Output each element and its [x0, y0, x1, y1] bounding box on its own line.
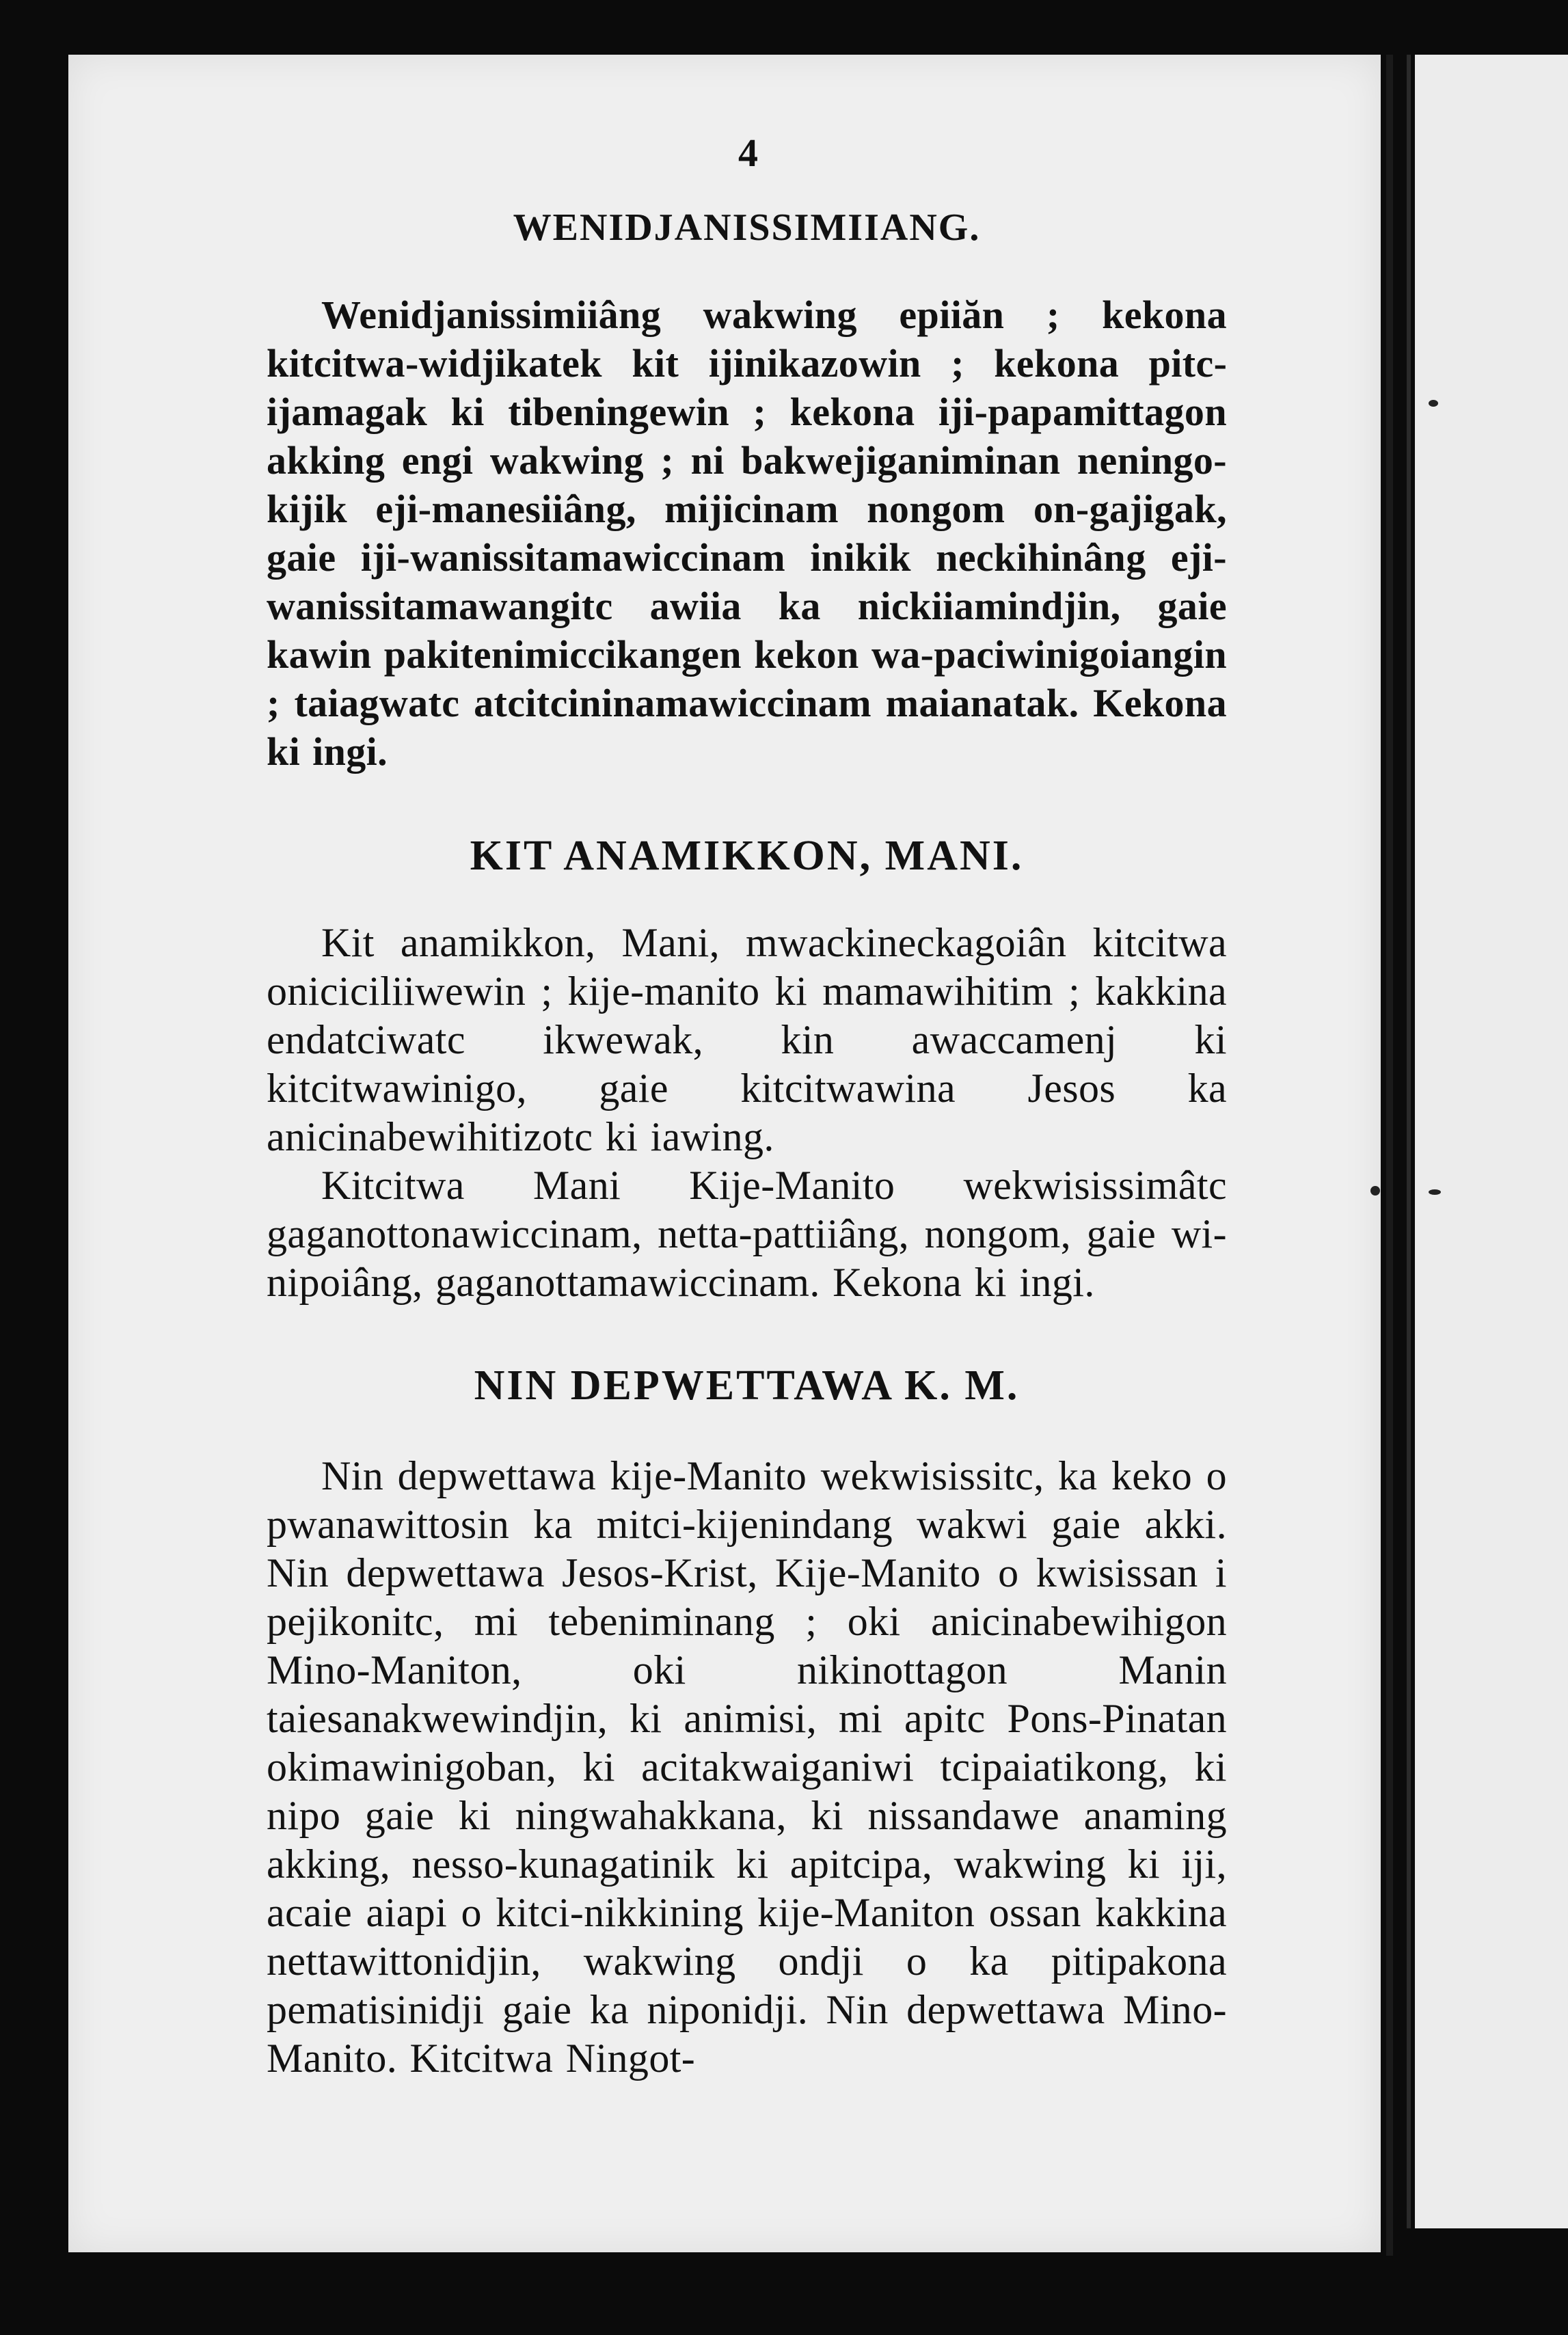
- section-paragraph: Kitcitwa Mani Kije-Manito wekwisissimâtc gaganottonawiccinam, netta-pattiiâng, nongom, gaie wi-nipoiâng, gaganottamawiccinam. Kekona ki ingi.: [267, 1162, 1227, 1305]
- section-heading: NIN DEPWETTAWA K. M.: [474, 1362, 1020, 1409]
- section-paragraph: Kit anamikkon, Mani, mwackineckagoiân kitcitwa oniciciliiwewin ; kije-manito ki mamawihitim ; kakkina endatciwatc ikwewak, kin awaccamenj ki kitcitwawinigo, gaie kitcitwawina Jesos ka anicinabewihitizotc ki iawing.: [267, 919, 1227, 1159]
- section-heading: WENIDJANISSIMIIANG.: [513, 206, 981, 249]
- section-paragraph: Wenidjanissimiiâng wakwing epiiăn ; kekona kitcitwa-widjikatek kit ijinikazowin ; kekona pitcijamagak ki tibeningewin ; kekona iji-papamittagon akking engi wakwing ; ni bakwejiganiminan neningo-kijik eji-manesiiâng, mijicinam nongom on-gajigak, gaie iji-wanissitamawiccinam inikik neckihinâng eji-wanissitamawangitc awiia ka nickiiamindjin, gaie kawin pakitenimiccikangen kekon wa-paciwinigoiangin ; taiagwatc atcitcininamawiccinam maianatak. Kekona ki ingi.: [267, 293, 1227, 774]
- ink-speck: [1429, 1189, 1441, 1195]
- ink-speck: [1429, 400, 1438, 407]
- section-paragraph: Nin depwettawa kije-Manito wekwisissitc, ka keko o pwanawittosin ka mitci-kijenindang wakwi gaie akki. Nin depwettawa Jesos-Krist, Kije-Manito o kwisissan i pejikonitc, mi tebeniminang ; oki anicinabewihigon Mino-Maniton, oki nikinottagon Manin taiesanakwewindjin, ki animisi, mi apitc Pons-Pinatan okimawinigoban, ki acitakwaiganiwi tcipaiatikong, ki nipo gaie ki ningwahakkana, ki nissandawe anaming akking, nesso-kunagatinik ki apitcipa, wakwing ki iji, acaie aiapi o kitci-nikkining kije-Maniton ossan kakkina nettawittonidjin, wakwing ondji o ka pitipakona pematisinidji gaie ka niponidji. Nin depwettawa Mino-Manito. Kitcitwa Ningot-: [267, 1453, 1227, 2081]
- page-number: 4: [738, 131, 758, 175]
- next-page-edge: [1415, 55, 1568, 2228]
- next-page-divider: [1407, 55, 1411, 2228]
- page-gutter: [1386, 55, 1393, 2256]
- ink-speck: [1370, 1186, 1380, 1196]
- page-content: [267, 205, 1227, 2083]
- section-heading: KIT ANAMIKKON, MANI.: [470, 833, 1024, 880]
